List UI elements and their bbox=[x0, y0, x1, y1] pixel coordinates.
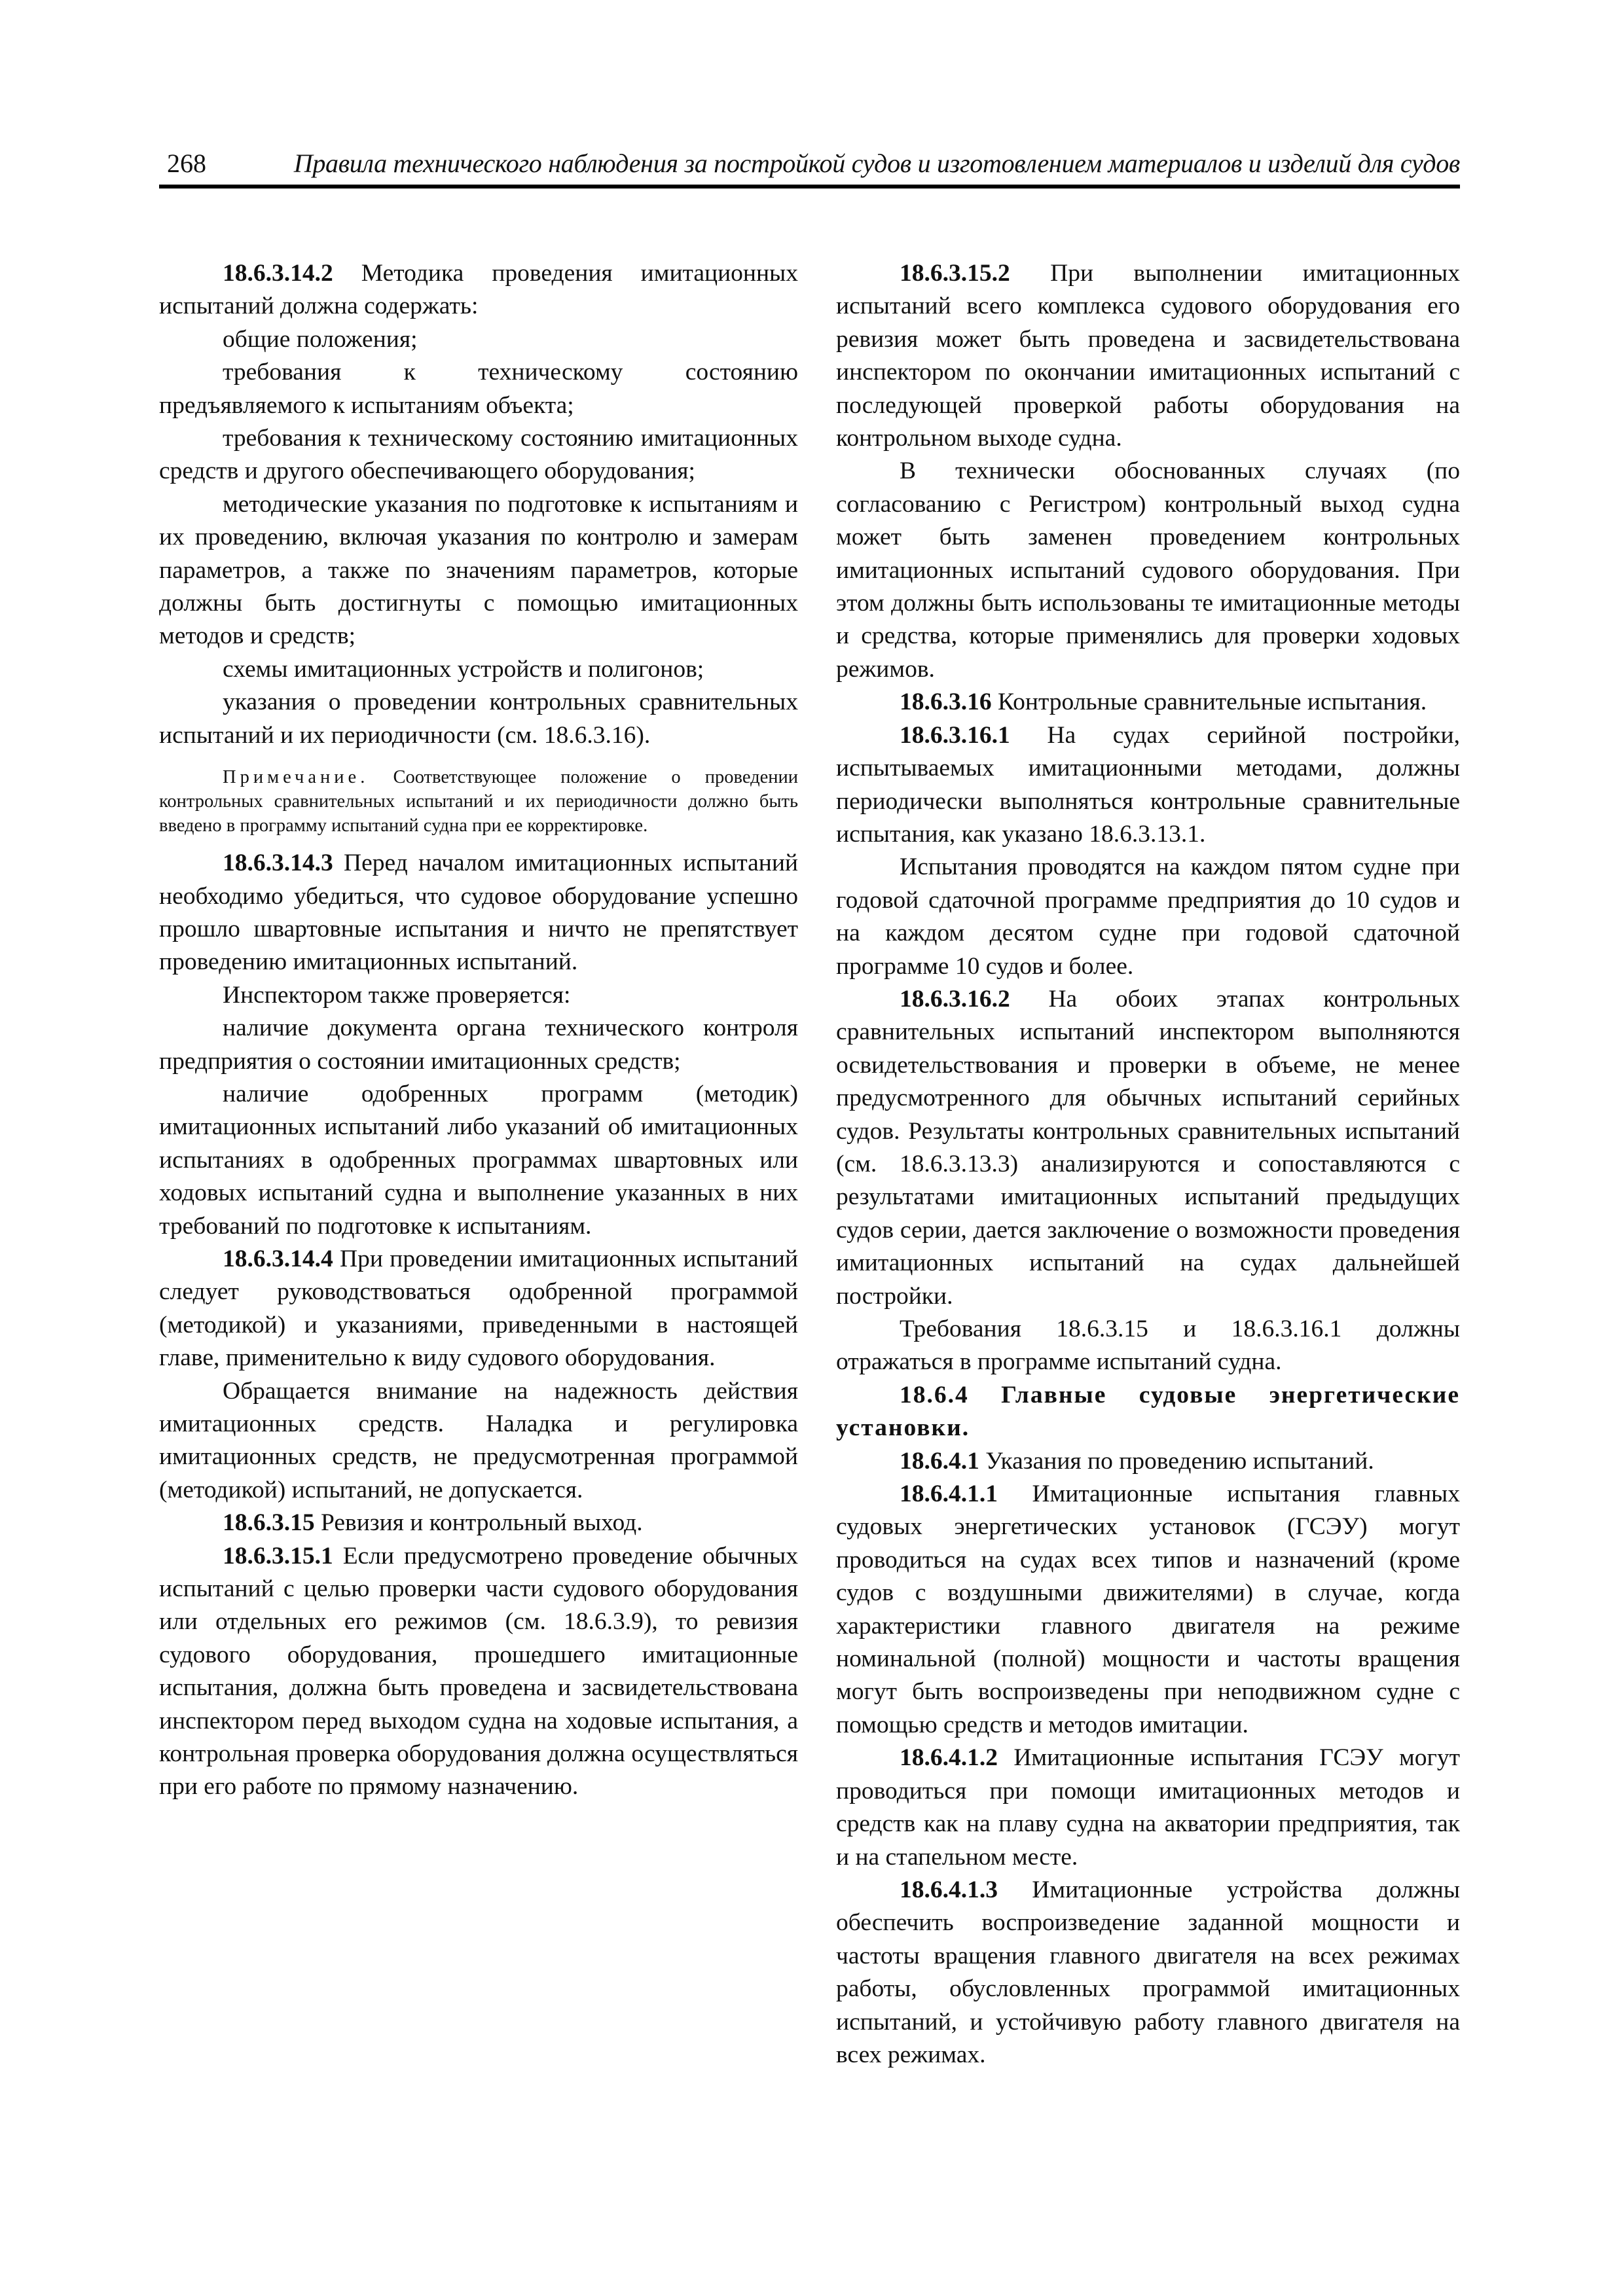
paragraph-text: Испытания проводятся на каждом пятом судне при годовой сдаточной программе предприятия до 10 судов и на каждом десятом судне при годовой сдаточной программе 10 судов и более. bbox=[836, 853, 1460, 980]
paragraph-text: Инспектором также проверяется: bbox=[223, 981, 571, 1009]
paragraph-text: схемы имитационных устройств и полигонов; bbox=[223, 655, 704, 683]
paragraph-text: Методика проведения имитационных испытаний должна содержать: bbox=[159, 260, 798, 320]
paragraph bbox=[159, 1078, 798, 1243]
paragraph bbox=[836, 1313, 1460, 1379]
paragraph-text: требования к техническому состоянию предъявляемого к испытаниям объекта; bbox=[159, 359, 798, 419]
paragraph bbox=[836, 851, 1460, 983]
paragraph-text: Обращается внимание на надежность действия имитационных средств. Наладка и регулировка имитационных средств, не предусмотренная программой (методикой) испытаний, не допускается. bbox=[159, 1377, 798, 1503]
paragraph-text: наличие документа органа технического контроля предприятия о состоянии имитационных средств; bbox=[159, 1014, 798, 1075]
paragraph bbox=[159, 356, 798, 422]
clause-number: 18.6.4.1 bbox=[900, 1447, 979, 1475]
paragraph bbox=[836, 1874, 1460, 2072]
clause-number: 18.6.3.15.2 bbox=[900, 260, 1010, 287]
paragraph-text: Указания по проведению испытаний. bbox=[979, 1447, 1374, 1475]
paragraph-text: На судах серийной постройки, испытываемых имитационными методами, должны периодически выполняться контрольные сравнительные испытания, как указано 18.6.3.13.1. bbox=[836, 721, 1460, 848]
paragraph bbox=[836, 719, 1460, 852]
paragraph bbox=[159, 979, 798, 1012]
note bbox=[159, 765, 798, 838]
paragraph bbox=[159, 1507, 798, 1539]
paragraph-text: Контрольные сравнительные испытания. bbox=[991, 689, 1427, 716]
paragraph-text: требования к техническому состоянию имитационных средств и другого обеспечивающего оборудования; bbox=[159, 425, 798, 485]
paragraph bbox=[836, 1478, 1460, 1742]
paragraph bbox=[159, 1243, 798, 1375]
clause-number: 18.6.4.1.3 bbox=[900, 1876, 998, 1903]
running-title: Правила технического наблюдения за постройкой судов и изготовлением материалов и изделий для судов bbox=[293, 149, 1460, 178]
paragraph bbox=[836, 455, 1460, 686]
paragraph bbox=[159, 1540, 798, 1804]
paragraph bbox=[159, 686, 798, 752]
paragraph-text: При проведении имитационных испытаний следует руководствоваться одобренной программой (методикой) и указаниями, приведенными в настоящей главе, применительно к виду судового оборудования. bbox=[159, 1245, 798, 1372]
clause-number: 18.6.3.15 bbox=[223, 1509, 315, 1537]
paragraph bbox=[836, 686, 1460, 719]
paragraph bbox=[159, 422, 798, 488]
note-label: Примечание. bbox=[223, 767, 369, 788]
clause-number: 18.6.3.16 bbox=[900, 689, 992, 716]
paragraph-text: Ревизия и контрольный выход. bbox=[314, 1509, 643, 1537]
clause-number: 18.6.4.1.1 bbox=[900, 1480, 998, 1508]
paragraph bbox=[159, 323, 798, 356]
paragraph-text: При выполнении имитационных испытаний всего комплекса судового оборудования его ревизия может быть проведена и засвидетельствована инспектором по окончании имитационных испытаний с последующей проверкой работы оборудования на контрольном выходе судна. bbox=[836, 260, 1460, 452]
clause-number: 18.6.4.1.2 bbox=[900, 1744, 998, 1772]
paragraph bbox=[159, 257, 798, 323]
paragraph-text: Имитационные испытания главных судовых энергетических установок (ГСЭУ) могут проводиться на судах всех типов и назначений (кроме судов с воздушными движителями) в случае, когда характеристики главного двигателя на режиме номинальной (полной) мощности и частоты вращения могут быть воспроизведены при неподвижном судне с помощью средств и методов имитации. bbox=[836, 1480, 1460, 1738]
left-column bbox=[159, 257, 798, 1804]
clause-number: 18.6.3.14.3 bbox=[223, 850, 333, 877]
clause-number: 18.6.3.14.4 bbox=[223, 1245, 333, 1272]
paragraph-text: 18.6.4 Главные судовые энергетические установки. bbox=[836, 1381, 1460, 1442]
paragraph bbox=[159, 1375, 798, 1507]
paragraph bbox=[159, 488, 798, 653]
paragraph-text: В технически обоснованных случаях (по согласованию с Регистром) контрольный выход судна может быть заменен проведением контрольных имитационных испытаний судового оборудования. При этом должны быть использованы те имитационные методы и средства, которые применялись для проверки ходовых режимов. bbox=[836, 457, 1460, 683]
paragraph bbox=[836, 983, 1460, 1313]
paragraph-text: методические указания по подготовке к испытаниям и их проведению, включая указания по контролю и замерам параметров, а также по значениям параметров, которые должны быть достигнуты с помощью имитационных методов и средств; bbox=[159, 490, 798, 650]
paragraph-text: Соответствующее положение о проведении контрольных сравнительных испытаний и их периодичности должно быть введено в программу испытаний судна при ее корректировке. bbox=[159, 767, 798, 836]
paragraph-text: наличие одобренных программ (методик) имитационных испытаний либо указаний об имитационных испытаниях в одобренных программах швартовных или ходовых испытаний судна и выполнение указанных в них требований по подготовке к испытаниям. bbox=[159, 1080, 798, 1240]
paragraph-text: Имитационные испытания ГСЭУ могут проводиться при помощи имитационных методов и средств как на плаву судна на акватории предприятия, так и на стапельном месте. bbox=[836, 1744, 1460, 1871]
clause-number: 18.6.3.16.2 bbox=[900, 985, 1010, 1013]
paragraph-text: Имитационные устройства должны обеспечить воспроизведение заданной мощности и частоты вращения главного двигателя на всех режимах работы, обусловленных программой имитационных испытаний, и устойчивую работу главного двигателя на всех режимах. bbox=[836, 1876, 1460, 2068]
paragraph bbox=[159, 653, 798, 686]
clause-number: 18.6.3.15.1 bbox=[223, 1542, 333, 1570]
page-number: 268 bbox=[167, 149, 206, 178]
clause-number: 18.6.3.14.2 bbox=[223, 260, 333, 287]
paragraph bbox=[836, 1742, 1460, 1874]
paragraph-text: Перед началом имитационных испытаний необходимо убедиться, что судовое оборудование успешно прошло швартовные испытания и ничто не препятствует проведению имитационных испытаний. bbox=[159, 850, 798, 976]
paragraph-text: Если предусмотрено проведение обычных испытаний с целью проверки части судового оборудования или отдельных его режимов (см. 18.6.3.9), то ревизия судового оборудования, прошедшего имитационные испытания, должна быть проведена и засвидетельствована инспектором перед выходом судна на ходовые испытания, а контрольная проверка оборудования должна осуществляться при его работе по прямому назначению. bbox=[159, 1542, 798, 1801]
paragraph-text: Требования 18.6.3.15 и 18.6.3.16.1 должны отражаться в программе испытаний судна. bbox=[836, 1316, 1460, 1376]
paragraph bbox=[836, 257, 1460, 455]
paragraph-text: общие положения; bbox=[223, 325, 418, 353]
running-header bbox=[159, 145, 1460, 188]
paragraph bbox=[159, 1012, 798, 1078]
clause-number: 18.6.3.16.1 bbox=[900, 721, 1010, 749]
right-column bbox=[836, 257, 1460, 2072]
section-heading bbox=[836, 1379, 1460, 1445]
paragraph bbox=[159, 847, 798, 979]
paragraph-text: указания о проведении контрольных сравнительных испытаний и их периодичности (см. 18.6.3.16). bbox=[159, 689, 798, 749]
paragraph bbox=[836, 1445, 1460, 1478]
paragraph-text: На обоих этапах контрольных сравнительных испытаний инспектором выполняются освидетельствования и проверки в объеме, не менее предусмотренного для обычных испытаний серийных судов. Результаты контрольных сравнительных испытаний (см. 18.6.3.13.3) анализируются и сопоставляются с результатами имитационных испытаний предыдущих судов серии, дается заключение о возможности проведения имитационных испытаний на судах дальнейшей постройки. bbox=[836, 985, 1460, 1310]
